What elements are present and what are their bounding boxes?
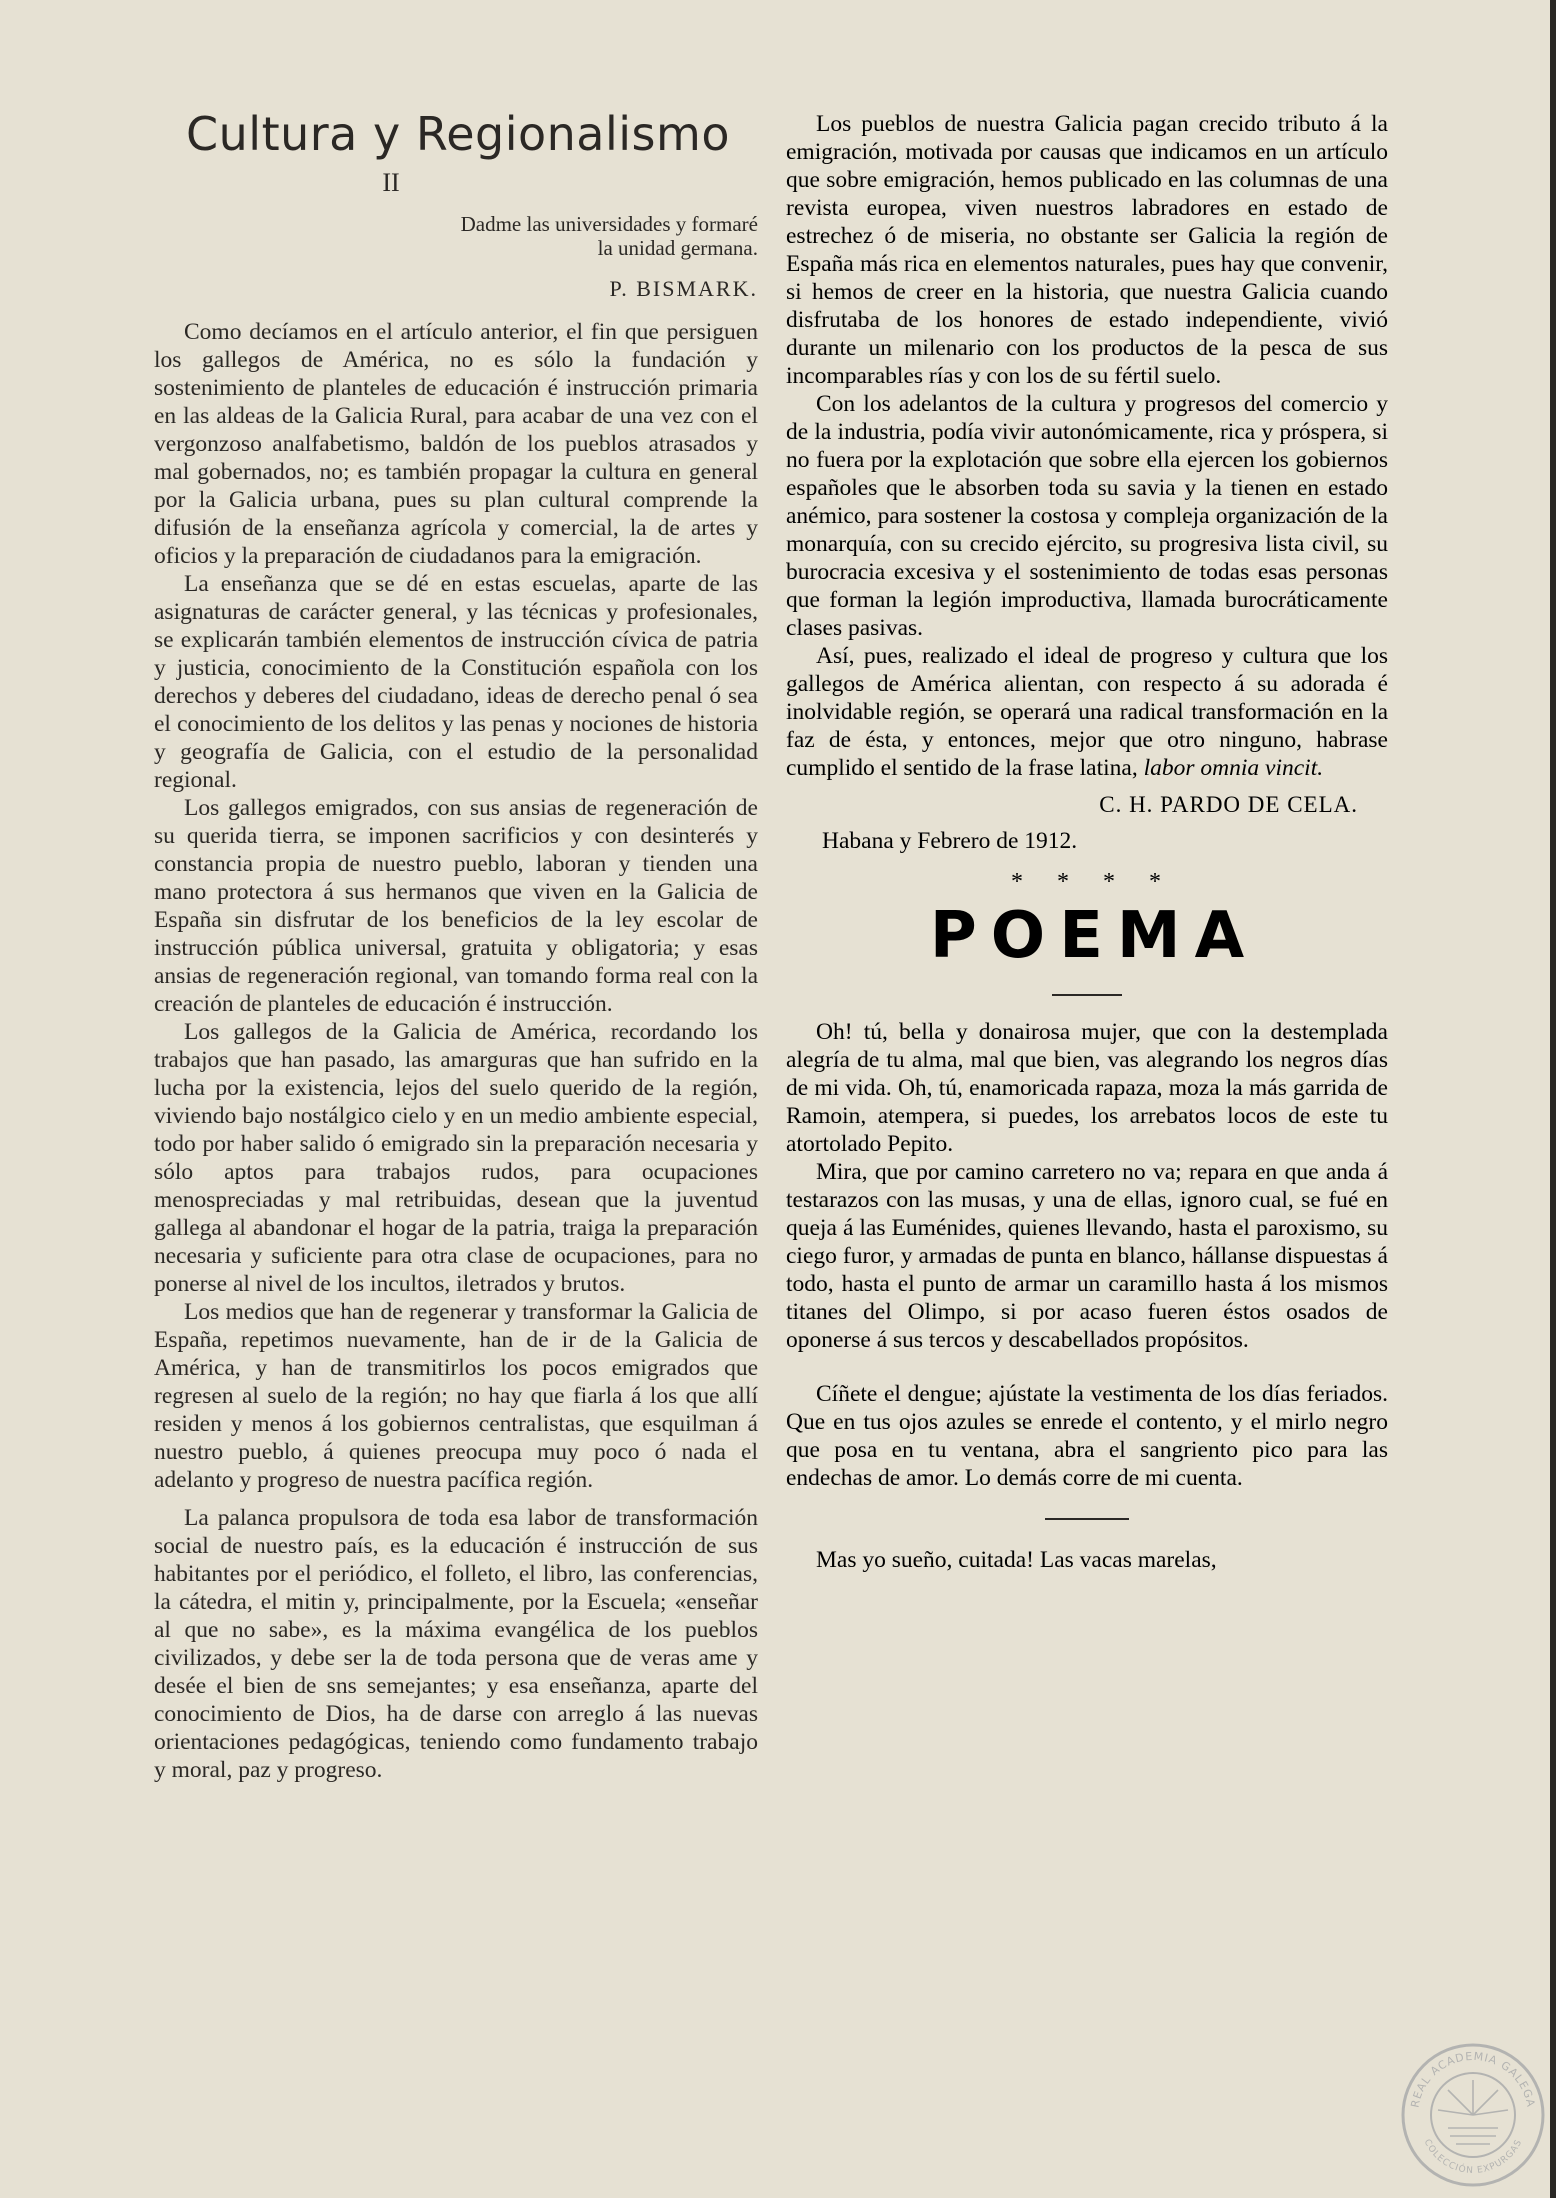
- poem-paragraph: Mas yo sueño, cuitada! Las vacas marelas,: [816, 1547, 1217, 1573]
- poem-paragraph: Cíñete el dengue; ajústate la vestimenta de los días feriados. Que en tus ojos azules se enrede el contento, y el mirlo negro que posa en tu ventana, abra el sangriento pico para las endechas de amor. Lo demás corre de mi cuenta.: [786, 1381, 1388, 1491]
- article-paragraph: La enseñanza que se dé en estas escuelas, aparte de las asignaturas de carácter general, y las técnicas y profesionales, se explicarán también elementos de instrucción cívica de patria y justicia, conocimiento de la Constitución española con los derechos y deberes del ciudadano, ideas de derecho penal ó sea el conocimiento de los delitos y las penas y nociones de historia y geografía de Galicia, con el estudio de la personalidad regional.: [154, 571, 758, 793]
- library-stamp: [1398, 2040, 1548, 2190]
- article-paragraph: Los medios que han de regenerar y transformar la Galicia de España, repetimos nuevamente, han de ir de la Galicia de América, y han de transmitirlos los pocos emigrados que regresen al suelo de la región; no hay que fiarla á los que allí residen y menos á los gobiernos centralistas, que esquilman á nuestro pueblo, á quienes preocupa muy poco ó nada el adelanto y progreso de nuestra pacífica región.: [154, 1299, 758, 1493]
- article-paragraph: Con los adelantos de la cultura y progresos del comercio y de la industria, podía vivir autonómicamente, rica y próspera, si no fuera por la explotación que sobre ella ejercen los gobiernos españoles que le absorben toda su savia y la tienen en estado anémico, para sostener la costosa y compleja organización de la monarquía, con su crecido ejército, su progresiva lista civil, su burocracia excesiva y el sostenimiento de todas esas personas que forman la legión improductiva, llamada burocráticamente clases pasivas.: [786, 391, 1388, 641]
- article-paragraph: Los gallegos de la Galicia de América, recordando los trabajos que han pasado, las amarguras que han sufrido en la lucha por la existencia, lejos del suelo querido de la región, viviendo bajo nostálgico cielo y en un medio ambiente especial, todo por haber salido ó emigrado sin la preparación necesaria y sólo aptos para trabajos rudos, para ocupaciones menospreciadas y mal retribuidas, desean que la juventud gallega al abandonar el hogar de la patria, traiga la preparación necesaria y suficiente para otra clase de ocupaciones, para no ponerse al nivel de los incultos, iletrados y brutos.: [154, 1019, 758, 1297]
- stamp-sunburst-icon: [1438, 2080, 1508, 2144]
- epigraph-author: P. BISMARK.: [609, 276, 758, 301]
- epigraph-quote: Dadme las universidades y formaré la unidad germana.: [460, 212, 758, 260]
- left-column: [154, 106, 758, 1784]
- article-title: Cultura y Regionalismo: [186, 107, 730, 161]
- article-paragraph: Los gallegos emigrados, con sus ansias de regeneración de su querida tierra, se imponen sacrificios y con desinterés y constancia propia de nuestro pueblo, laboran y tienden una mano protectora á sus hermanos que viven en la Galicia de España sin disfrutar de los beneficios de la ley escolar de instrucción pública universal, gratuita y obligatoria; y esas ansias de regeneración regional, van tomando forma real con la creación de planteles de educación é instrucción.: [154, 795, 758, 1017]
- closing-latin-phrase: labor omnia vincit.: [1143, 755, 1324, 781]
- article-part-number: II: [382, 168, 400, 197]
- section-rule: [1045, 1518, 1129, 1520]
- article-paragraph: Los pueblos de nuestra Galicia pagan crecido tributo á la emigración, motivada por causas que indicamos en un artículo que sobre emigración, hemos publicado en las columnas de una revista europea, viven nuestros labradores en estado de estrechez ó de miseria, no obstante ser Galicia la región de España más rica en elementos naturales, pues hay que convenir, si hemos de creer en la historia, que nuestra Galicia cuando disfrutaba de los honores de estado independiente, vivió durante un milenario con los productos de la pesca de sus incomparables rías y con los de su fértil suelo.: [786, 111, 1388, 389]
- closing-text: Así, pues, realizado el ideal de progreso y cultura que los gallegos de América alientan, con respecto á su adorada é inolvidable región, se operará una radical transformación en la faz de ésta, y entonces, mejor que otro ninguno, habrase cumplido el sentido de la frase latina,: [786, 643, 1388, 781]
- poem-paragraph: Oh! tú, bella y donairosa mujer, que con la destemplada alegría de tu alma, mal que bien, vas alegrando los negros días de mi vida. Oh, tú, enamoricada rapaza, moza la más garrida de Ramoin, atempera, si puedes, los arrebatos locos de este tu atortolado Pepito.: [786, 1019, 1388, 1157]
- poem-paragraph: Mira, que por camino carretero no va; repara en que anda á testarazos con las musas, y una de ellas, ignoro cual, se fué en queja á las Euménides, quienes llevando, hasta el paroxismo, su ciego furor, y armadas de punta en blanco, hállanse dispuestas á todo, hasta el punto de armar un caramillo hasta á los mismos titanes del Olimpo, si por acaso fueren éstos osados de oponerse á sus tercos y descabellados propósitos.: [786, 1159, 1388, 1353]
- epigraph-block: [154, 212, 758, 260]
- spacer: [786, 1354, 1388, 1380]
- stamp-text-bottom: COLECCIÓN EXPURGAS: [1421, 2137, 1525, 2177]
- poem-title-rule: [1052, 994, 1122, 996]
- right-column-flow: [786, 110, 1388, 1574]
- article-paragraph: Como decíamos en el artículo anterior, el fin que persiguen los gallegos de América, no es sólo la fundación y sostenimiento de planteles de educación é instrucción primaria en las aldeas de la Galicia Rural, para acabar de una vez con el vergonzoso analfabetismo, baldón de los pueblos atrasados y mal gobernados, no; es también propagar la cultura en general por la Galicia urbana, pues su plan cultural comprende la difusión de la enseñanza agrícola y comercial, la de artes y oficios y la preparación de ciudadanos para la emigración.: [154, 319, 758, 569]
- article-closing: [786, 642, 1388, 782]
- article-dateline: Habana y Febrero de 1912.: [822, 828, 1078, 854]
- stamp-text-top: REAL ACADEMIA GALEGA: [1408, 2049, 1538, 2109]
- article-paragraph: La palanca propulsora de toda esa labor de transformación social de nuestro país, es la educación é instrucción de sus habitantes por el periódico, el folleto, el libro, las conferencias, la cátedra, el mitin y, principalmente, por la Escuela; «enseñar al que no sabe», es la máxima evangélica de los pueblos civilizados, y debe ser la de toda persona que de veras ame y desée el bien de sns semejantes; y esa enseñanza, aparte del conocimiento de Dios, ha de darse con arreglo á las nuevas orientaciones pedagógicas, teniendo como fundamento trabajo y moral, paz y progreso.: [154, 1505, 758, 1783]
- article-signature: C. H. PARDO DE CELA.: [1099, 792, 1358, 817]
- section-separator: * * * *: [1011, 869, 1175, 895]
- poem-title: POEMA: [929, 899, 1259, 973]
